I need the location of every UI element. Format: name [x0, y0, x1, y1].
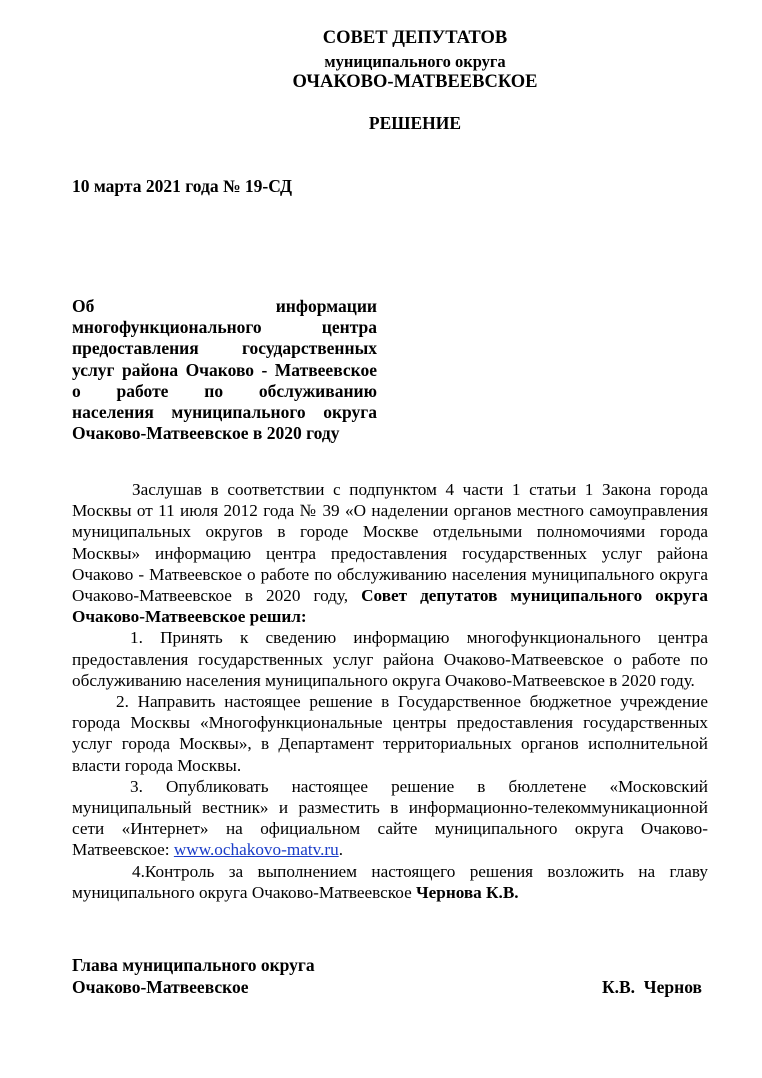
signature-title-2: Очаково-Матвеевское: [72, 977, 249, 997]
subject-line: Об информации: [72, 296, 377, 316]
subject-line: Очаково-Матвеевское в 2020 году: [72, 423, 340, 444]
item-2-text: 2. Направить настоящее решение в Государственное бюджетное учреждение города Москвы «Многофункциональные центры предоставления государственных услуг города Москвы», в Департамент территориальных органов исполнительной власти города Москвы.: [72, 692, 708, 775]
signature-block: [72, 954, 708, 998]
subject-line: населения муниципального округа: [72, 402, 377, 423]
intro-resolution: Совет депутатов муниципального округа Очаково-Матвеевское решил:: [72, 586, 709, 627]
subject-line: предоставления государственных: [72, 338, 377, 359]
signatory-name: К.В. Чернов: [601, 977, 702, 997]
item-1-text: 1. Принять к сведению информацию многофункционального центра предоставления государственных услуг района Очаково-Матвеевское о работе по обслуживанию населения муниципального округа Очаково-Матвеевское в 2020 году.: [72, 628, 708, 690]
decision-subject: [72, 296, 377, 444]
website-link[interactable]: www.ochakovo-matv.ru: [173, 840, 339, 860]
subject-line: многофункционального центра: [72, 317, 377, 338]
signature-title-1: Глава муниципального округа: [72, 955, 315, 975]
item-2: [72, 691, 708, 776]
intro-paragraph: [72, 479, 708, 627]
decision-body: [72, 479, 708, 903]
date-number: 10 марта 2021 года № 19-СД: [72, 176, 293, 196]
district-name: ОЧАКОВО-МАТВЕЕВСКОЕ: [292, 72, 538, 92]
item-3-end: .: [338, 840, 343, 860]
item-1: [72, 627, 708, 691]
subject-line: услуг района Очаково - Матвеевское: [72, 359, 377, 380]
item-4: [72, 861, 708, 903]
intro-text: Заслушав в соответствии с подпунктом 4 части 1 статьи 1 Закона города Москвы от 11 июля 2012 года № 39 «О наделении органов местного самоуправления муниципальных округов в городе Москве отдельными полномочиями города Москвы» информацию центра предоставления государственных услуг района Очаково - Матвеевское о работе по обслуживанию населения муниципального округа Очаково-Матвеевское в 2020 году,: [72, 480, 708, 606]
council-title: СОВЕТ ДЕПУТАТОВ: [322, 28, 508, 48]
item-3: [72, 776, 708, 861]
item-4-text: 4.Контроль за выполнением настоящего решения возложить на главу муниципального округа Очаково-Матвеевское: [72, 861, 708, 902]
signature-row: [72, 976, 708, 998]
subject-line: о работе по обслуживанию: [72, 380, 377, 401]
item-4-name: Чернова К.В.: [416, 882, 519, 902]
council-subtitle: муниципального округа: [324, 52, 506, 71]
item-3-text: 3. Опубликовать настоящее решение в бюллетене «Московский муниципальный вестник» и разместить в информационно-телекоммуникационной сети «Интернет» на официальном сайте муниципального округа Очаково-Матвеевское:: [72, 776, 708, 860]
document-type: РЕШЕНИЕ: [368, 113, 462, 133]
